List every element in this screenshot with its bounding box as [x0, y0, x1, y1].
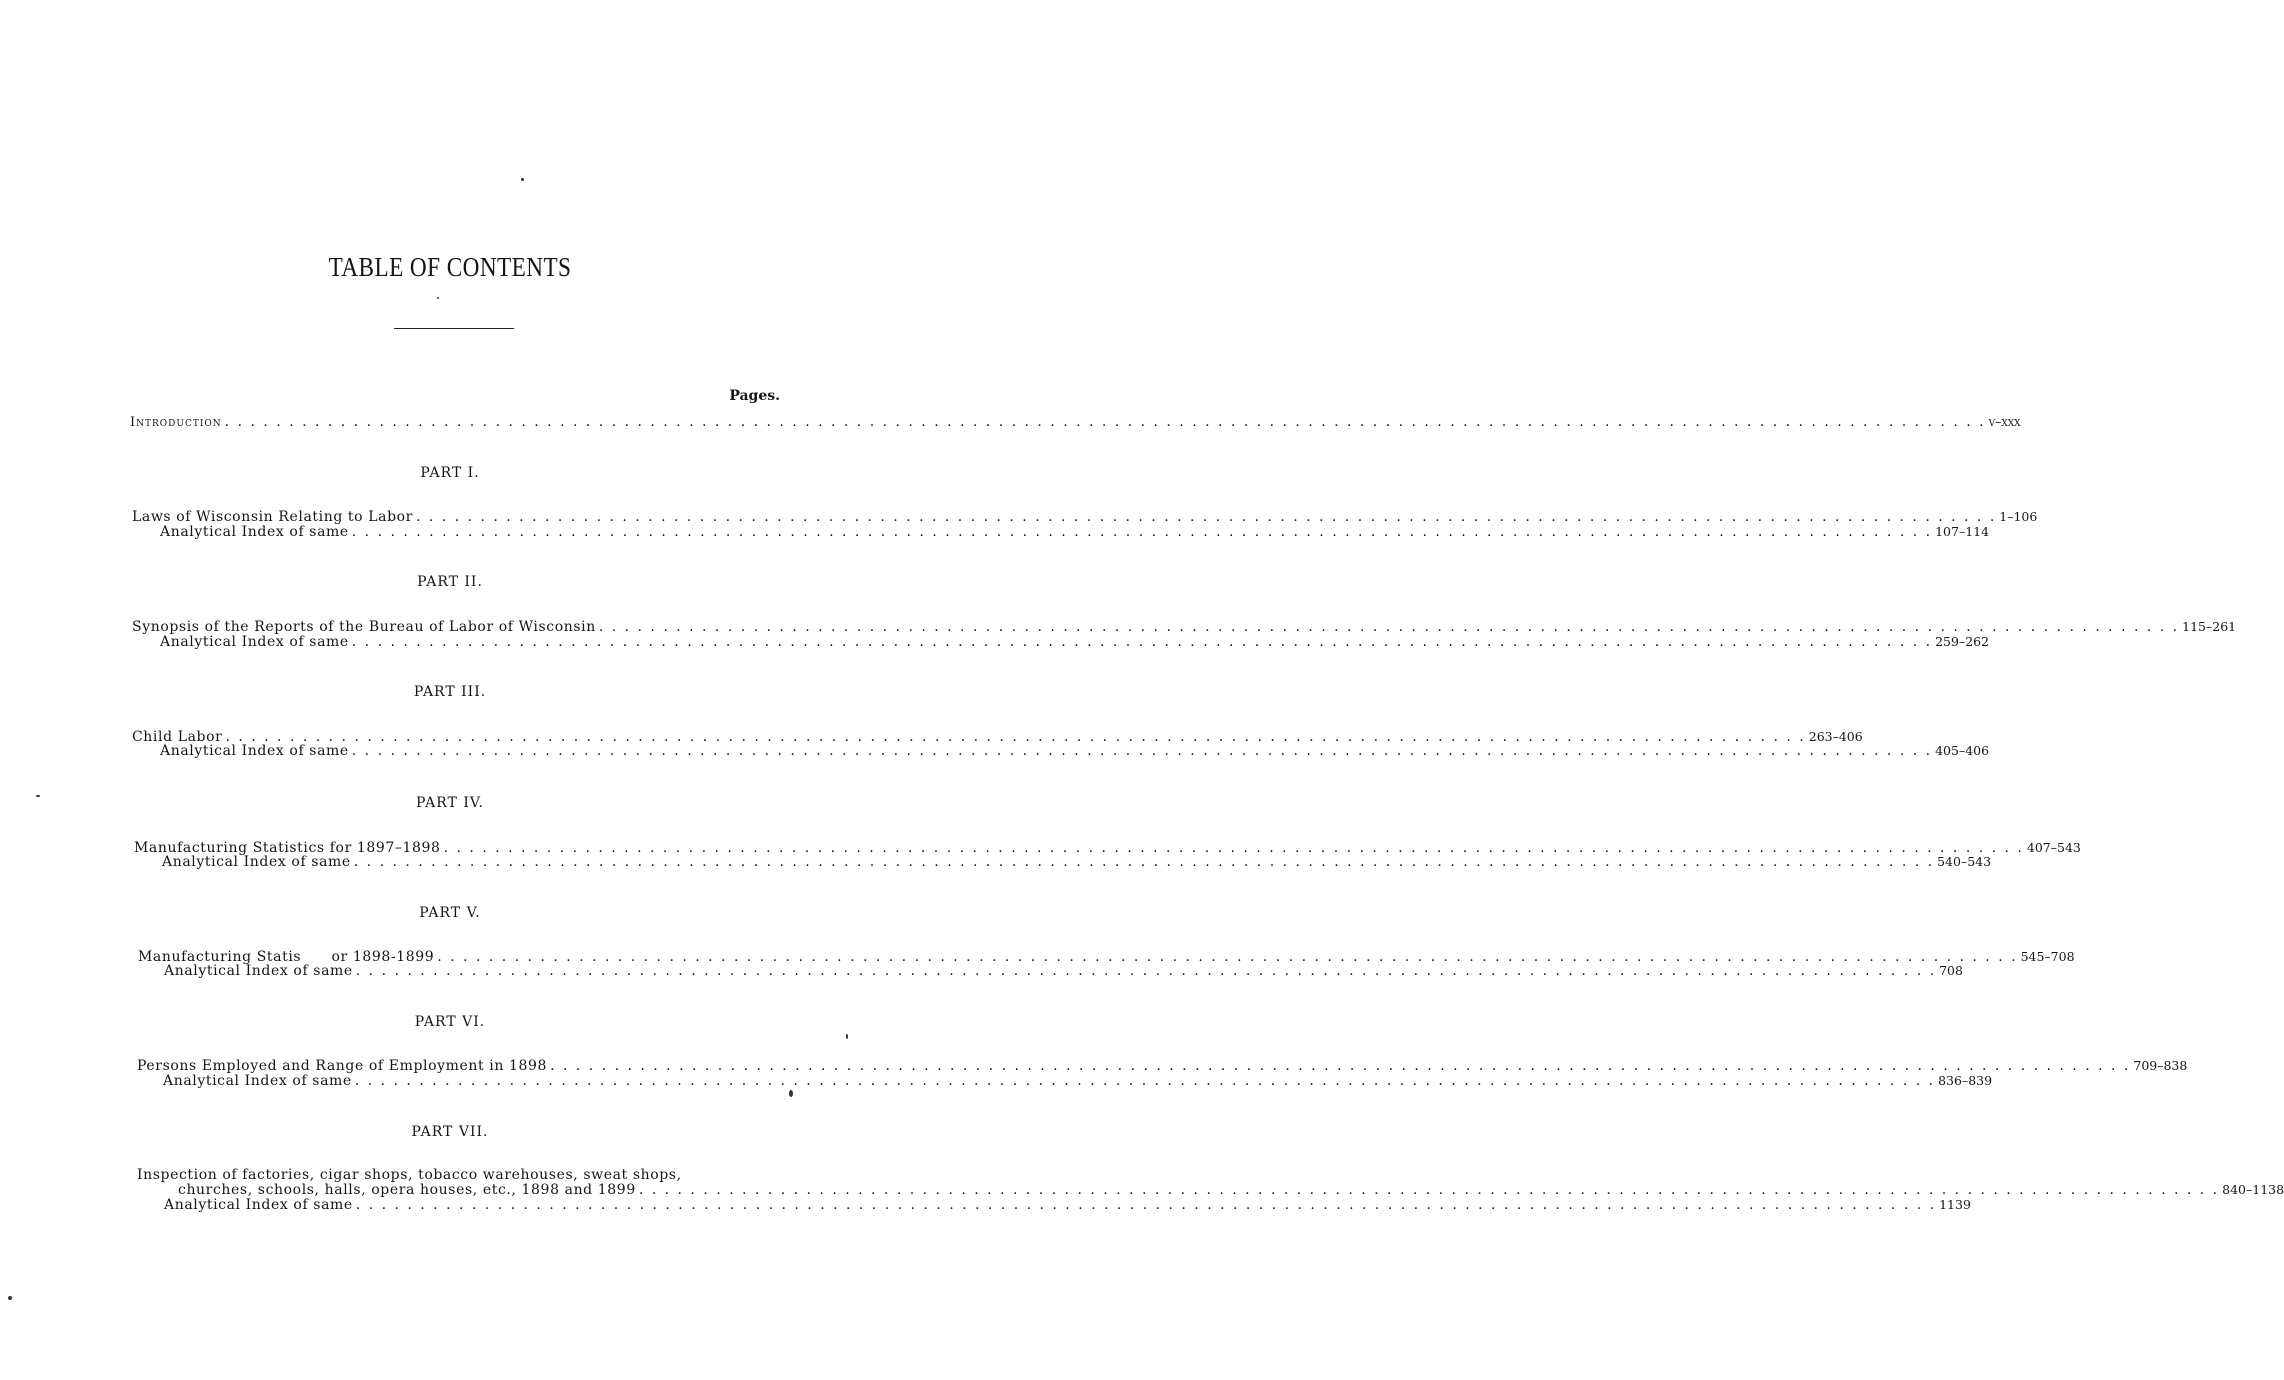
part-heading: PART VI. — [414, 1014, 486, 1030]
leader-dots: . . . . . . . . . . . . . . . . . . . . . . . . . . . . . . . . . . . . . . . . . . . . . . . . . . . . . . . . . . . . . . . . . . . . . . . . . . . . . . . . . . . . . . . . . . . . . . . . . . . . . . . . . . . . . . . . . . . . . . . . . . . — [355, 963, 1937, 979]
part-heading: PART II. — [417, 574, 483, 590]
toc-entry-pages: 259–262 — [1935, 634, 1990, 649]
scan-speck — [846, 1034, 848, 1039]
toc-entry[interactable] — [160, 634, 1990, 650]
part-heading: PART VII. — [411, 1124, 489, 1140]
leader-dots: . . . . . . . . . . . . . . . . . . . . . . . . . . . . . . . . . . . . . . . . . . . . . . . . . . . . . . . . . . . . . . . . . . . . . . . . . . . . . . . . . . . . . . . . . . . . . . . . . . . . . . . . . . . . . . . . . . . . . . . . . . . . . . . . . . . . . . . . . — [224, 414, 1986, 430]
page-title: TABLE OF CONTENTS — [328, 252, 572, 282]
leader-dots: . . . . . . . . . . . . . . . . . . . . . . . . . . . . . . . . . . . . . . . . . . . . . . . . . . . . . . . . . . . . . . . . . . . . . . . . . . . . . . . . . . . . . . . . . . . . . . . . . . . . . . . . . . . . . . . . . . . . . . . . . . . — [415, 509, 1997, 525]
toc-entry-label: churches, schools, halls, opera houses, etc., 1898 and 1899 — [178, 1182, 636, 1198]
leader-dots: . . . . . . . . . . . . . . . . . . . . . . . . . . . . . . . . . . . . . . . . . . . . . . . . . . . . . . . . . . . . . . . . . . . . . . . . . . . . . . . . . . . . . . . . . . . . . . . . . . . . . . . . . . . . . . . . . . . . . . . . . . . — [225, 729, 1806, 745]
toc-entry[interactable] — [132, 619, 2237, 635]
scan-speck — [789, 1090, 793, 1097]
toc-entry-pages: 708 — [1939, 963, 1963, 978]
leader-dots: . . . . . . . . . . . . . . . . . . . . . . . . . . . . . . . . . . . . . . . . . . . . . . . . . . . . . . . . . . . . . . . . . . . . . . . . . . . . . . . . . . . . . . . . . . . . . . . . . . . . . . . . . . . . . . . . . . . . . . . . . . . — [354, 1073, 1936, 1089]
toc-entry-pages: 840–1138 — [2222, 1182, 2284, 1197]
toc-entry-label: Analytical Index of same — [160, 743, 349, 759]
toc-entry-label: Persons Employed and Range of Employment in 1898 — [137, 1058, 548, 1074]
scan-speck — [521, 178, 524, 181]
toc-entry-label: Manufacturing Statis or 1898-1899 — [138, 949, 435, 965]
toc-entry-pages: 405–406 — [1935, 743, 1990, 758]
toc-entry-pages: 115–261 — [2182, 619, 2237, 634]
toc-entry-label: Analytical Index of same — [163, 1073, 352, 1089]
toc-entry[interactable] — [132, 509, 2038, 525]
toc-entry-label: Analytical Index of same — [162, 854, 351, 870]
toc-entry-label: Child Labor — [132, 729, 223, 745]
toc-entry-label: Analytical Index of same — [164, 963, 353, 979]
toc-entry-pages: 836–839 — [1938, 1073, 1993, 1088]
leader-dots: . . . . . . . . . . . . . . . . . . . . . . . . . . . . . . . . . . . . . . . . . . . . . . . . . . . . . . . . . . . . . . . . . . . . . . . . . . . . . . . . . . . . . . . . . . . . . . . . . . . . . . . . . . . . . . . . . . . . . . . . . . . — [437, 949, 2018, 965]
toc-entry-pages: 263–406 — [1808, 729, 1863, 744]
toc-entry[interactable] — [164, 1197, 1971, 1213]
toc-entry-pages: 1–106 — [1999, 509, 2038, 524]
leader-dots: . . . . . . . . . . . . . . . . . . . . . . . . . . . . . . . . . . . . . . . . . . . . . . . . . . . . . . . . . . . . . . . . . . . . . . . . . . . . . . . . . . . . . . . . . . . . . . . . . . . . . . . . . . . . . . . . . . . . . . . . . . . — [351, 524, 1933, 540]
toc-entry[interactable] — [137, 1058, 2188, 1074]
toc-entry-label: Introduction — [130, 415, 222, 430]
toc-entry-pages: v–xxx — [1988, 414, 2021, 429]
toc-entry-label-line1: Inspection of factories, cigar shops, tobacco warehouses, sweat shops, — [137, 1167, 682, 1183]
toc-entry-pages: 709–838 — [2133, 1058, 2188, 1073]
leader-dots: . . . . . . . . . . . . . . . . . . . . . . . . . . . . . . . . . . . . . . . . . . . . . . . . . . . . . . . . . . . . . . . . . . . . . . . . . . . . . . . . . . . . . . . . . . . . . . . . . . . . . . . . . . . . . . . . . . . . . . . . . . . — [638, 1182, 2220, 1198]
toc-entry[interactable] — [160, 524, 1990, 540]
leader-dots: . . . . . . . . . . . . . . . . . . . . . . . . . . . . . . . . . . . . . . . . . . . . . . . . . . . . . . . . . . . . . . . . . . . . . . . . . . . . . . . . . . . . . . . . . . . . . . . . . . . . . . . . . . . . . . . . . . . . . . . . . . . — [353, 854, 1935, 870]
leader-dots: . . . . . . . . . . . . . . . . . . . . . . . . . . . . . . . . . . . . . . . . . . . . . . . . . . . . . . . . . . . . . . . . . . . . . . . . . . . . . . . . . . . . . . . . . . . . . . . . . . . . . . . . . . . . . . . . . . . . . . . . . . . — [443, 840, 2024, 856]
leader-dots: . . . . . . . . . . . . . . . . . . . . . . . . . . . . . . . . . . . . . . . . . . . . . . . . . . . . . . . . . . . . . . . . . . . . . . . . . . . . . . . . . . . . . . . . . . . . . . . . . . . . . . . . . . . . . . . . . . . . . . . . . . . — [598, 619, 2180, 635]
toc-entry-pages: 107–114 — [1935, 524, 1990, 539]
leader-dots: . . . . . . . . . . . . . . . . . . . . . . . . . . . . . . . . . . . . . . . . . . . . . . . . . . . . . . . . . . . . . . . . . . . . . . . . . . . . . . . . . . . . . . . . . . . . . . . . . . . . . . . . . . . . . . . . . . . . . . . . . . . — [351, 634, 1933, 650]
toc-entry-pages: 407–543 — [2026, 840, 2081, 855]
pages-column-header: Pages. — [729, 388, 780, 404]
toc-entry[interactable] — [160, 743, 1990, 759]
toc-entry-label: Manufacturing Statistics for 1897–1898 — [134, 840, 441, 856]
part-heading: PART I. — [420, 465, 480, 481]
leader-dots: . . . . . . . . . . . . . . . . . . . . . . . . . . . . . . . . . . . . . . . . . . . . . . . . . . . . . . . . . . . . . . . . . . . . . . . . . . . . . . . . . . . . . . . . . . . . . . . . . . . . . . . . . . . . . . . . . . . . . . . . . . . — [550, 1058, 2131, 1074]
part-heading: PART V. — [419, 905, 481, 921]
toc-entry-pages: 540–543 — [1937, 854, 1992, 869]
toc-entry-pages: 1139 — [1939, 1197, 1971, 1212]
toc-entry-label: Laws of Wisconsin Relating to Labor — [132, 509, 413, 525]
part-heading: PART III. — [413, 684, 487, 700]
toc-entry[interactable] — [163, 1073, 1993, 1089]
toc-entry-label: Analytical Index of same — [160, 524, 349, 540]
title-divider — [394, 328, 514, 329]
toc-entry[interactable] — [162, 854, 1992, 870]
scan-speck — [437, 297, 439, 299]
toc-entry[interactable] — [164, 963, 1963, 979]
part-heading: PART IV. — [416, 795, 484, 811]
scan-speck — [36, 795, 40, 797]
leader-dots: . . . . . . . . . . . . . . . . . . . . . . . . . . . . . . . . . . . . . . . . . . . . . . . . . . . . . . . . . . . . . . . . . . . . . . . . . . . . . . . . . . . . . . . . . . . . . . . . . . . . . . . . . . . . . . . . . . . . . . . . . . . — [355, 1197, 1937, 1213]
leader-dots: . . . . . . . . . . . . . . . . . . . . . . . . . . . . . . . . . . . . . . . . . . . . . . . . . . . . . . . . . . . . . . . . . . . . . . . . . . . . . . . . . . . . . . . . . . . . . . . . . . . . . . . . . . . . . . . . . . . . . . . . . . . — [351, 743, 1933, 759]
toc-entry[interactable] — [178, 1182, 2284, 1198]
toc-entry-label: Analytical Index of same — [160, 634, 349, 650]
toc-entry-pages: 545–708 — [2020, 949, 2075, 964]
scan-speck — [8, 1296, 12, 1300]
toc-entry-introduction[interactable] — [130, 414, 2021, 431]
toc-entry-label: Synopsis of the Reports of the Bureau of Labor of Wisconsin — [132, 619, 596, 635]
toc-entry-label: Analytical Index of same — [164, 1197, 353, 1213]
